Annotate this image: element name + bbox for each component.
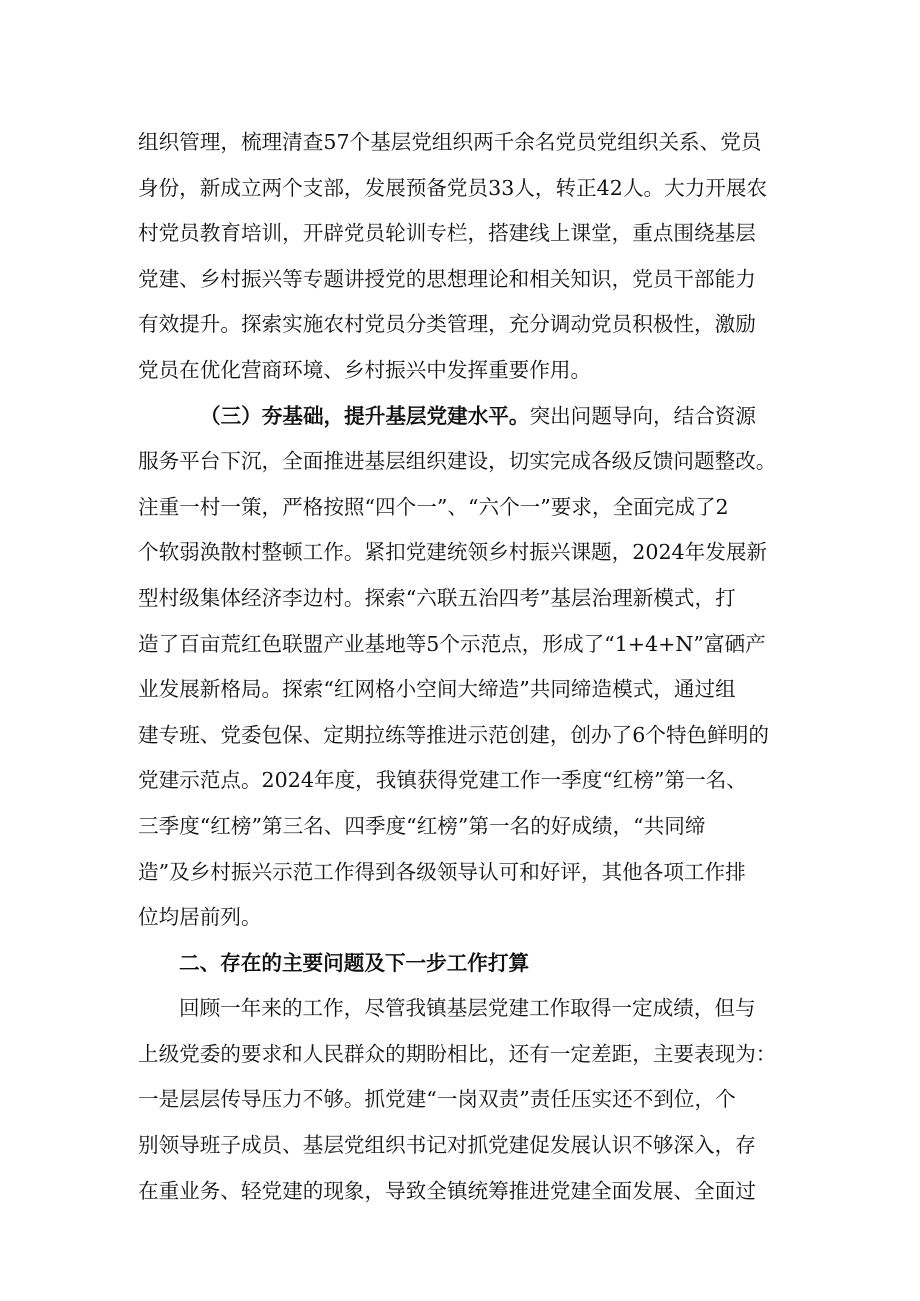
text-line: 造了百亩荒红色联盟产业基地等5个示范点，形成了“1+4+N”富硒产	[138, 631, 766, 656]
text-line: 注重一村一策，严格按照“四个一”、“六个一”要求，全面完成了2	[138, 494, 729, 519]
text-line: 党员在优化营商环境、乡村振兴中发挥重要作用。	[138, 357, 592, 382]
paragraph-problems	[138, 986, 798, 1214]
section-heading: （三）夯基础，提升基层党建水平。	[200, 403, 530, 428]
text-line: 别领导班子成员、基层党组织书记对抓党建促发展认识不够深入，存	[138, 1133, 756, 1158]
text-line: 业发展新格局。探索“红网格小空间大缔造”共同缔造模式，通过组	[138, 677, 736, 702]
body-text	[138, 120, 798, 1214]
text-line: 三季度“红榜”第三名、四季度“红榜”第一名的好成绩，“共同缔	[138, 813, 706, 838]
text-line: 组织管理，梳理清查57个基层党组织两千余名党员党组织关系、党员	[138, 130, 762, 154]
text-line: 服务平台下沉，全面推进基层组织建设，切实完成各级反馈问题整改。	[138, 449, 777, 474]
text-line: 一是层层传导压力不够。抓党建“一岗双责”责任压实还不到位，个	[138, 1087, 736, 1112]
text-span: 突出问题导向，结合资源	[529, 403, 757, 428]
paragraph-party-management	[138, 120, 798, 394]
text-line: 回顾一年来的工作，尽管我镇基层党建工作取得一定成绩，但与	[179, 996, 756, 1021]
text-line: 村党员教育培训，开辟党员轮训专栏，搭建线上课堂，重点围绕基层	[138, 221, 756, 246]
text-line: 党建、乡村振兴等专题讲授党的思想理论和相关知识，党员干部能力	[138, 266, 756, 291]
text-line: 党建示范点。2024年度，我镇获得党建工作一季度“红榜”第一名、	[138, 768, 747, 793]
text-line	[138, 394, 798, 440]
text-line: 型村级集体经济李边村。探索“六联五治四考”基层治理新模式，打	[138, 585, 736, 610]
text-line: 有效提升。探索实施农村党员分类管理，充分调动党员积极性，激励	[138, 312, 756, 337]
text-line: 身份，新成立两个支部，发展预备党员33人，转正42人。大力开展农	[138, 175, 768, 200]
text-line: 建专班、党委包保、定期拉练等推进示范创建，创办了6个特色鲜明的	[138, 722, 769, 747]
text-line: 在重业务、轻党建的现象，导致全镇统筹推进党建全面发展、全面过	[138, 1178, 756, 1203]
section-heading: 二、存在的主要问题及下一步工作打算	[179, 950, 530, 975]
text-line: 位均居前列。	[138, 905, 262, 930]
text-line: 上级党委的要求和人民群众的期盼相比，还有一定差距，主要表现为：	[138, 1041, 777, 1066]
text-line: 造”及乡村振兴示范工作得到各级领导认可和好评，其他各项工作排	[138, 859, 746, 884]
paragraph-grassroots-foundation	[138, 394, 798, 941]
text-line: 个软弱涣散村整顿工作。紧扣党建统领乡村振兴课题，2024年发展新	[138, 540, 768, 565]
